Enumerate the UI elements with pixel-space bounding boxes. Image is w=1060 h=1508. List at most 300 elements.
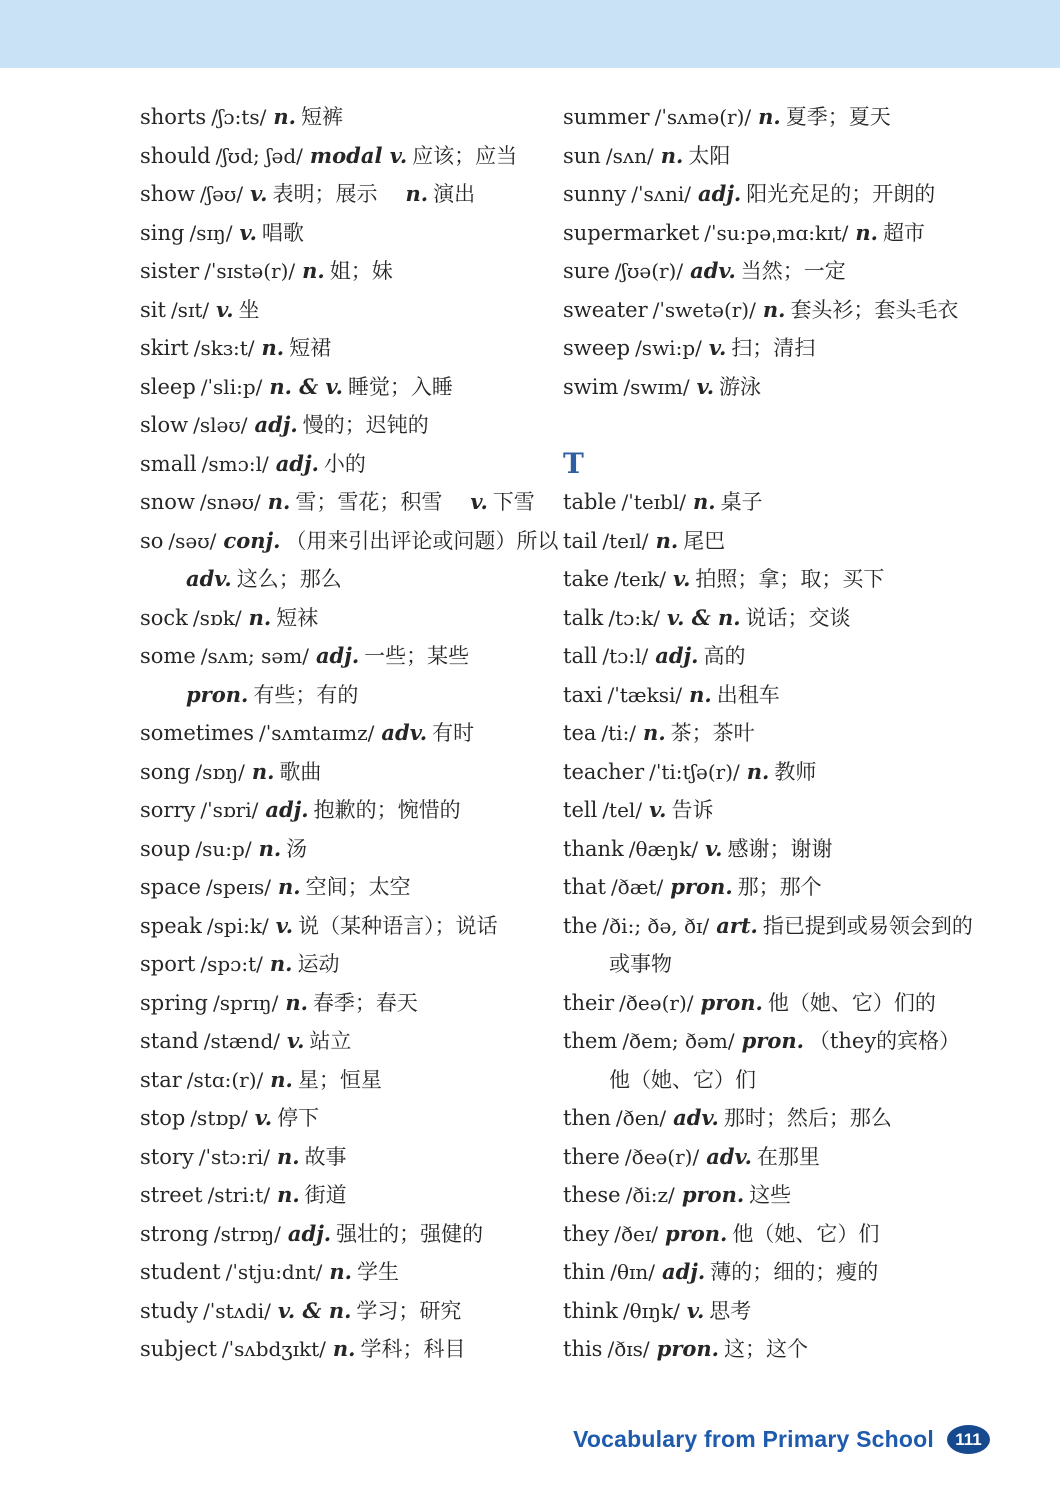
part-of-speech: v.	[216, 296, 234, 322]
entry-sense	[265, 798, 460, 822]
part-of-speech: n.	[273, 104, 296, 129]
section-letter: T	[563, 446, 584, 480]
entry-word: sing	[140, 220, 185, 245]
definition-cn: 故事	[304, 1144, 347, 1169]
vocab-entry	[563, 483, 1043, 522]
entry-phonetic: /speɪs/	[205, 875, 271, 899]
part-of-speech: n.	[689, 681, 712, 707]
vocab-entry	[140, 791, 560, 830]
part-of-speech: n.	[693, 489, 716, 514]
part-of-speech: n. & v.	[269, 373, 343, 399]
definition-cn: 那时；然后；那么	[723, 1106, 892, 1130]
part-of-speech: v.	[470, 489, 488, 514]
definition-cn: 告诉	[671, 798, 714, 822]
part-of-speech: v. & n.	[666, 604, 741, 630]
entry-continuation-line	[563, 1061, 1043, 1100]
entry-phonetic: /swɪm/	[623, 374, 690, 399]
part-of-speech: pron.	[670, 874, 733, 899]
definition-cn: 唱歌	[261, 220, 304, 245]
part-of-speech: n.	[277, 874, 301, 899]
definition-cn: 这；这个	[724, 1337, 808, 1361]
definition-cn: （用来引出评论或问题）所以	[285, 528, 559, 553]
vocab-entry	[563, 560, 1043, 599]
entry-word: sister	[140, 259, 200, 283]
entry-phonetic: /ˈsʌmtaɪmz/	[259, 721, 375, 745]
entry-phonetic: /θɪn/	[610, 1260, 656, 1284]
entry-phonetic: /ˈsli:p/	[200, 374, 263, 399]
part-of-speech: v.	[649, 797, 667, 822]
entry-word: street	[140, 1183, 203, 1207]
entry-main-line	[140, 252, 560, 291]
entry-word: small	[140, 451, 197, 476]
entry-phonetic: /stænd/	[203, 1029, 280, 1053]
entry-sense	[270, 1068, 382, 1092]
entry-word: sleep	[140, 374, 196, 399]
entry-main-line	[140, 984, 560, 1023]
entry-main-line	[140, 329, 560, 368]
entry-sense	[657, 1337, 808, 1361]
part-of-speech: v.	[254, 1105, 273, 1130]
entry-sense	[277, 1183, 347, 1207]
entry-sense	[316, 644, 469, 668]
part-of-speech: v.	[686, 1297, 705, 1323]
entry-word: study	[140, 1298, 199, 1323]
entry-word: think	[563, 1298, 618, 1323]
definition-cn: 应该；应当	[412, 143, 518, 168]
vocab-entry	[140, 1176, 560, 1215]
entry-phonetic: /θæŋk/	[628, 836, 699, 861]
entry-word: stand	[140, 1029, 199, 1053]
vocab-entry	[140, 830, 560, 869]
entry-sense	[747, 760, 817, 784]
entry-phonetic: /tɔ:k/	[608, 605, 660, 630]
definition-cn: 他（她、它）们	[609, 1067, 756, 1092]
entry-main-line	[140, 406, 560, 445]
entry-sense	[662, 1260, 878, 1284]
entry-sense	[689, 683, 780, 707]
vocab-entry	[140, 1292, 560, 1331]
vocab-entry	[140, 329, 560, 368]
entry-word: sunny	[563, 182, 627, 206]
entry-main-line	[563, 791, 1043, 830]
vocab-entry	[563, 599, 1043, 638]
entry-phonetic: /ˈstɔ:ri/	[198, 1144, 270, 1169]
definition-cn: 站立	[309, 1029, 352, 1053]
entry-word: sure	[563, 259, 610, 283]
entry-word: taxi	[563, 682, 603, 707]
vocab-entry	[563, 1292, 1043, 1331]
vocab-entry	[563, 98, 1043, 137]
entry-sense	[687, 1299, 751, 1323]
entry-word: swim	[563, 374, 619, 399]
entry-word: they	[563, 1221, 610, 1246]
definition-cn: 那；那个	[737, 875, 822, 899]
vocab-entry	[563, 1022, 1043, 1099]
definition-cn: 星；恒星	[297, 1067, 382, 1092]
vocab-entry	[140, 1330, 560, 1369]
entry-phonetic: /ˈsɪstə(r)/	[204, 259, 296, 283]
entry-word: table	[563, 490, 617, 514]
entry-word: then	[563, 1106, 611, 1130]
entry-sense	[697, 375, 761, 399]
entry-sense	[661, 144, 731, 168]
entry-sense	[673, 567, 884, 591]
entry-sense	[216, 298, 259, 322]
entry-phonetic: /tel/	[602, 798, 643, 822]
entry-sense	[249, 606, 319, 630]
entry-main-line	[563, 368, 1043, 407]
entry-main-line	[140, 1099, 560, 1138]
entry-word: sweep	[563, 336, 631, 360]
entry-main-line	[140, 1215, 560, 1254]
entry-main-line	[563, 753, 1043, 792]
entry-phonetic: /θɪŋk/	[622, 1298, 680, 1323]
entry-word: story	[140, 1144, 194, 1169]
entry-main-line	[140, 483, 560, 522]
entry-word: some	[140, 644, 196, 668]
entry-sense	[276, 914, 498, 938]
entry-main-line	[563, 1215, 1043, 1254]
entry-phonetic: /sɒk/	[192, 605, 242, 630]
vocab-entry	[140, 714, 560, 753]
definition-cn: 强壮的；强健的	[336, 1221, 484, 1246]
entry-main-line	[563, 830, 1043, 869]
entry-phonetic: /ʃʊə(r)/	[614, 259, 684, 283]
part-of-speech: pron.	[665, 1220, 728, 1246]
part-of-speech: n.	[267, 489, 291, 514]
entry-sense	[333, 1337, 466, 1361]
entry-main-line	[140, 445, 560, 484]
vocab-entry	[140, 868, 560, 907]
entry-sense	[682, 1183, 791, 1207]
entry-sense	[706, 1145, 820, 1169]
entry-main-line	[140, 175, 560, 214]
vocab-entry	[140, 1061, 560, 1100]
entry-main-line	[563, 1330, 1043, 1369]
part-of-speech: pron.	[656, 1336, 719, 1361]
vocab-entry	[563, 1176, 1043, 1215]
entry-word: slow	[140, 413, 189, 437]
entry-word: soup	[140, 836, 191, 861]
entry-main-line	[563, 714, 1043, 753]
vocab-entry	[563, 368, 1043, 407]
definition-cn: 夏季；夏天	[785, 105, 891, 129]
entry-main-line	[140, 522, 560, 561]
definition-cn: 高的	[703, 644, 746, 668]
entry-main-line	[140, 1138, 560, 1177]
vocab-entry	[140, 137, 560, 176]
entry-sense	[302, 259, 393, 283]
entry-main-line	[563, 522, 1043, 561]
entry-word: thin	[563, 1260, 606, 1284]
definition-cn: 下雪	[492, 490, 535, 514]
entry-word: tall	[563, 644, 598, 668]
entry-sense	[758, 105, 891, 129]
part-of-speech: v.	[673, 566, 691, 591]
entry-phonetic: /ðem; ðəm/	[622, 1029, 735, 1053]
entry-word: summer	[563, 105, 650, 129]
entry-sense	[329, 1260, 399, 1284]
entry-phonetic: /ðen/	[615, 1106, 667, 1130]
vocab-column-right	[563, 98, 1043, 1369]
vocab-entry	[563, 1215, 1043, 1254]
entry-phonetic: /ði:z/	[625, 1183, 675, 1207]
definition-cn: 坐	[238, 297, 260, 322]
entry-word: them	[563, 1029, 618, 1053]
vocab-entry	[140, 984, 560, 1023]
vocab-entry	[140, 175, 560, 214]
part-of-speech: n.	[302, 258, 325, 283]
entry-word: subject	[140, 1337, 217, 1361]
vocab-entry	[140, 98, 560, 137]
entry-sense	[665, 1222, 879, 1246]
entry-word: tea	[563, 721, 597, 745]
part-of-speech: n.	[277, 1182, 300, 1207]
definition-cn: 睡觉；入睡	[347, 374, 453, 399]
entry-sense	[276, 452, 366, 476]
footer-section-title: Vocabulary from Primary School	[573, 1426, 934, 1452]
vocab-entry	[140, 522, 560, 599]
part-of-speech: adj.	[315, 643, 360, 668]
entry-phonetic: /ʃəʊ/	[199, 182, 244, 206]
entry-main-line	[563, 1099, 1043, 1138]
definition-cn: 有些；有的	[253, 682, 359, 707]
entry-sense	[667, 606, 851, 630]
vocab-entry	[140, 907, 560, 946]
entry-main-line	[140, 791, 560, 830]
entry-word: skirt	[140, 336, 189, 360]
vocab-entry	[140, 753, 560, 792]
vocab-entry	[563, 329, 1043, 368]
definition-cn: 慢的；迟钝的	[302, 413, 429, 437]
entry-phonetic: /sprɪŋ/	[212, 990, 279, 1015]
definition-cn: 说话；交谈	[745, 605, 851, 630]
definition-cn: 薄的；细的；瘦的	[710, 1260, 879, 1284]
entry-main-line	[140, 1253, 560, 1292]
part-of-speech: v.	[286, 1028, 305, 1053]
entry-phonetic: /ˈsu:pəˌmɑ:kɪt/	[704, 220, 849, 245]
definition-cn: 说（某种语言）；说话	[298, 913, 498, 938]
entry-phonetic: /skɜ:t/	[193, 336, 255, 360]
entry-sense	[656, 529, 726, 553]
entry-main-line	[563, 175, 1043, 214]
entry-phonetic: /ˈstju:dnt/	[225, 1260, 323, 1284]
part-of-speech: adj.	[275, 450, 319, 476]
vocab-entry	[140, 368, 560, 407]
part-of-speech: adv.	[673, 1105, 719, 1130]
entry-main-line	[140, 637, 560, 676]
vocab-entry	[563, 214, 1043, 253]
part-of-speech: adj.	[655, 643, 699, 668]
entry-sense	[270, 952, 340, 976]
entry-phonetic: /sʌm; səm/	[200, 644, 309, 668]
vocab-entry	[563, 714, 1043, 753]
entry-main-line	[563, 637, 1043, 676]
entry-main-line	[140, 137, 560, 176]
part-of-speech: n.	[643, 720, 666, 745]
entry-sense	[649, 798, 713, 822]
part-of-speech: n.	[855, 219, 878, 245]
vocab-entry	[140, 445, 560, 484]
entry-word: sorry	[140, 798, 196, 822]
entry-phonetic: /swi:p/	[635, 336, 702, 360]
entry-sense	[763, 298, 959, 322]
part-of-speech: adj.	[698, 181, 742, 206]
entry-sense	[670, 875, 821, 899]
vocab-entry	[563, 868, 1043, 907]
vocab-entry	[563, 1099, 1043, 1138]
vocab-entry	[140, 1022, 560, 1061]
part-of-speech: conj.	[223, 527, 281, 553]
entry-sense	[269, 375, 453, 399]
part-of-speech: n.	[261, 335, 285, 360]
definition-cn: 套头衫；套头毛衣	[790, 297, 959, 322]
entry-sense	[673, 1106, 892, 1130]
entry-main-line	[140, 830, 560, 869]
entry-main-line	[563, 984, 1043, 1023]
vocab-entry	[563, 291, 1043, 330]
part-of-speech: n.	[329, 1259, 352, 1284]
entry-sense	[262, 336, 332, 360]
entry-sense	[709, 336, 815, 360]
entry-main-line	[563, 676, 1043, 715]
vocab-entry	[140, 214, 560, 253]
vocab-entry	[563, 137, 1043, 176]
vocab-entry	[140, 1138, 560, 1177]
part-of-speech: n.	[758, 104, 781, 129]
entry-sense	[278, 1299, 462, 1323]
part-of-speech: n.	[660, 142, 684, 168]
part-of-speech: v.	[705, 835, 723, 861]
entry-sense	[701, 991, 936, 1015]
definition-cn: 表明；展示	[272, 182, 378, 206]
entry-phonetic: /su:p/	[195, 836, 252, 861]
entry-main-line	[140, 907, 560, 946]
entry-phonetic: /strɒŋ/	[213, 1221, 281, 1246]
entry-phonetic: /ðeɪ/	[614, 1221, 659, 1246]
entry-sense	[405, 182, 475, 206]
entry-phonetic: /ti:/	[601, 721, 637, 745]
vocab-entry	[563, 252, 1043, 291]
part-of-speech: v.	[239, 219, 257, 245]
definition-cn: 春季；春天	[312, 990, 418, 1015]
definition-cn: 停下	[277, 1106, 320, 1130]
part-of-speech: adv.	[706, 1143, 752, 1169]
entry-main-line	[563, 137, 1043, 176]
part-of-speech: n.	[258, 835, 282, 861]
entry-phonetic: /ˈsʌmə(r)/	[654, 105, 752, 129]
part-of-speech: v.	[696, 373, 715, 399]
vocab-entry	[563, 791, 1043, 830]
vocab-entry	[563, 676, 1043, 715]
part-of-speech: n.	[269, 951, 293, 976]
definition-cn: 这么；那么	[236, 567, 342, 591]
entry-main-line	[140, 1022, 560, 1061]
definition-cn: 学生	[357, 1260, 399, 1284]
definition-cn: 感谢；谢谢	[727, 836, 833, 861]
part-of-speech: pron.	[741, 1028, 804, 1053]
entry-word: teacher	[563, 759, 645, 784]
vocab-entry	[563, 1138, 1043, 1177]
entry-phonetic: /ˈtæksi/	[607, 682, 683, 707]
entry-main-line	[140, 368, 560, 407]
entry-phonetic: /ˈti:tʃə(r)/	[649, 759, 740, 784]
part-of-speech: n.	[270, 1066, 293, 1092]
entry-sense	[268, 490, 443, 514]
entry-sense	[705, 837, 832, 861]
entry-sense	[470, 490, 534, 514]
entry-phonetic: /ˈsɒri/	[200, 798, 259, 822]
definition-cn: 运动	[297, 952, 340, 976]
entry-phonetic: /ðeə(r)/	[624, 1144, 700, 1169]
entry-phonetic: /ðæt/	[610, 875, 664, 899]
entry-word: space	[140, 875, 201, 899]
entry-word: should	[140, 143, 211, 168]
entry-main-line	[140, 945, 560, 984]
vocab-entry	[140, 291, 560, 330]
entry-word: supermarket	[563, 220, 700, 245]
vocab-entry	[140, 406, 560, 445]
entry-phonetic: /spɔ:t/	[200, 952, 263, 976]
definition-cn: 或事物	[609, 952, 672, 976]
vocab-entry	[563, 984, 1043, 1023]
entry-phonetic: /sɒŋ/	[195, 759, 245, 784]
entry-phonetic: /stɑ:(r)/	[186, 1067, 264, 1092]
vocab-entry	[140, 1215, 560, 1254]
part-of-speech: adv.	[186, 566, 232, 591]
definition-cn: 这些	[749, 1183, 792, 1207]
part-of-speech: n.	[405, 181, 429, 206]
entry-word: the	[563, 913, 598, 938]
entry-sense	[693, 490, 763, 514]
vocab-column-left	[140, 98, 560, 1369]
part-of-speech: adv.	[690, 258, 736, 283]
vocab-entry	[563, 175, 1043, 214]
entry-word: stop	[140, 1106, 186, 1130]
entry-phonetic: /ði:; ðə, ðɪ/	[602, 913, 710, 938]
entry-sense	[273, 105, 343, 129]
entry-sense	[255, 1106, 319, 1130]
definition-cn: 姐；妹	[329, 259, 393, 283]
definition-cn: 短裤	[300, 105, 343, 129]
entry-main-line	[563, 1176, 1043, 1215]
entry-word: that	[563, 875, 606, 899]
part-of-speech: n.	[285, 989, 308, 1015]
entry-word: sometimes	[140, 721, 255, 745]
entry-sense	[250, 182, 377, 206]
entry-phonetic: /ˈsʌbdʒɪkt/	[221, 1337, 326, 1361]
entry-word: these	[563, 1183, 621, 1207]
part-of-speech: pron.	[186, 681, 249, 707]
part-of-speech: pron.	[700, 989, 763, 1015]
part-of-speech: n.	[251, 758, 275, 784]
entry-word: spring	[140, 990, 208, 1015]
vocab-entry	[140, 1253, 560, 1292]
entry-phonetic: /ˈswetə(r)/	[652, 297, 756, 322]
entry-word: student	[140, 1260, 221, 1284]
entry-word: star	[140, 1067, 182, 1092]
entry-word: speak	[140, 913, 202, 938]
definition-cn: 小的	[323, 451, 366, 476]
entry-word: song	[140, 759, 191, 784]
entry-main-line	[140, 214, 560, 253]
definition-cn: 他（她、它）们	[732, 1221, 880, 1246]
entry-main-line	[563, 214, 1043, 253]
part-of-speech: pron.	[681, 1182, 745, 1207]
definition-cn: 在那里	[756, 1144, 820, 1169]
entry-phonetic: /ʃʊd; ʃəd/	[215, 143, 303, 168]
entry-phonetic: /teɪl/	[602, 528, 649, 553]
